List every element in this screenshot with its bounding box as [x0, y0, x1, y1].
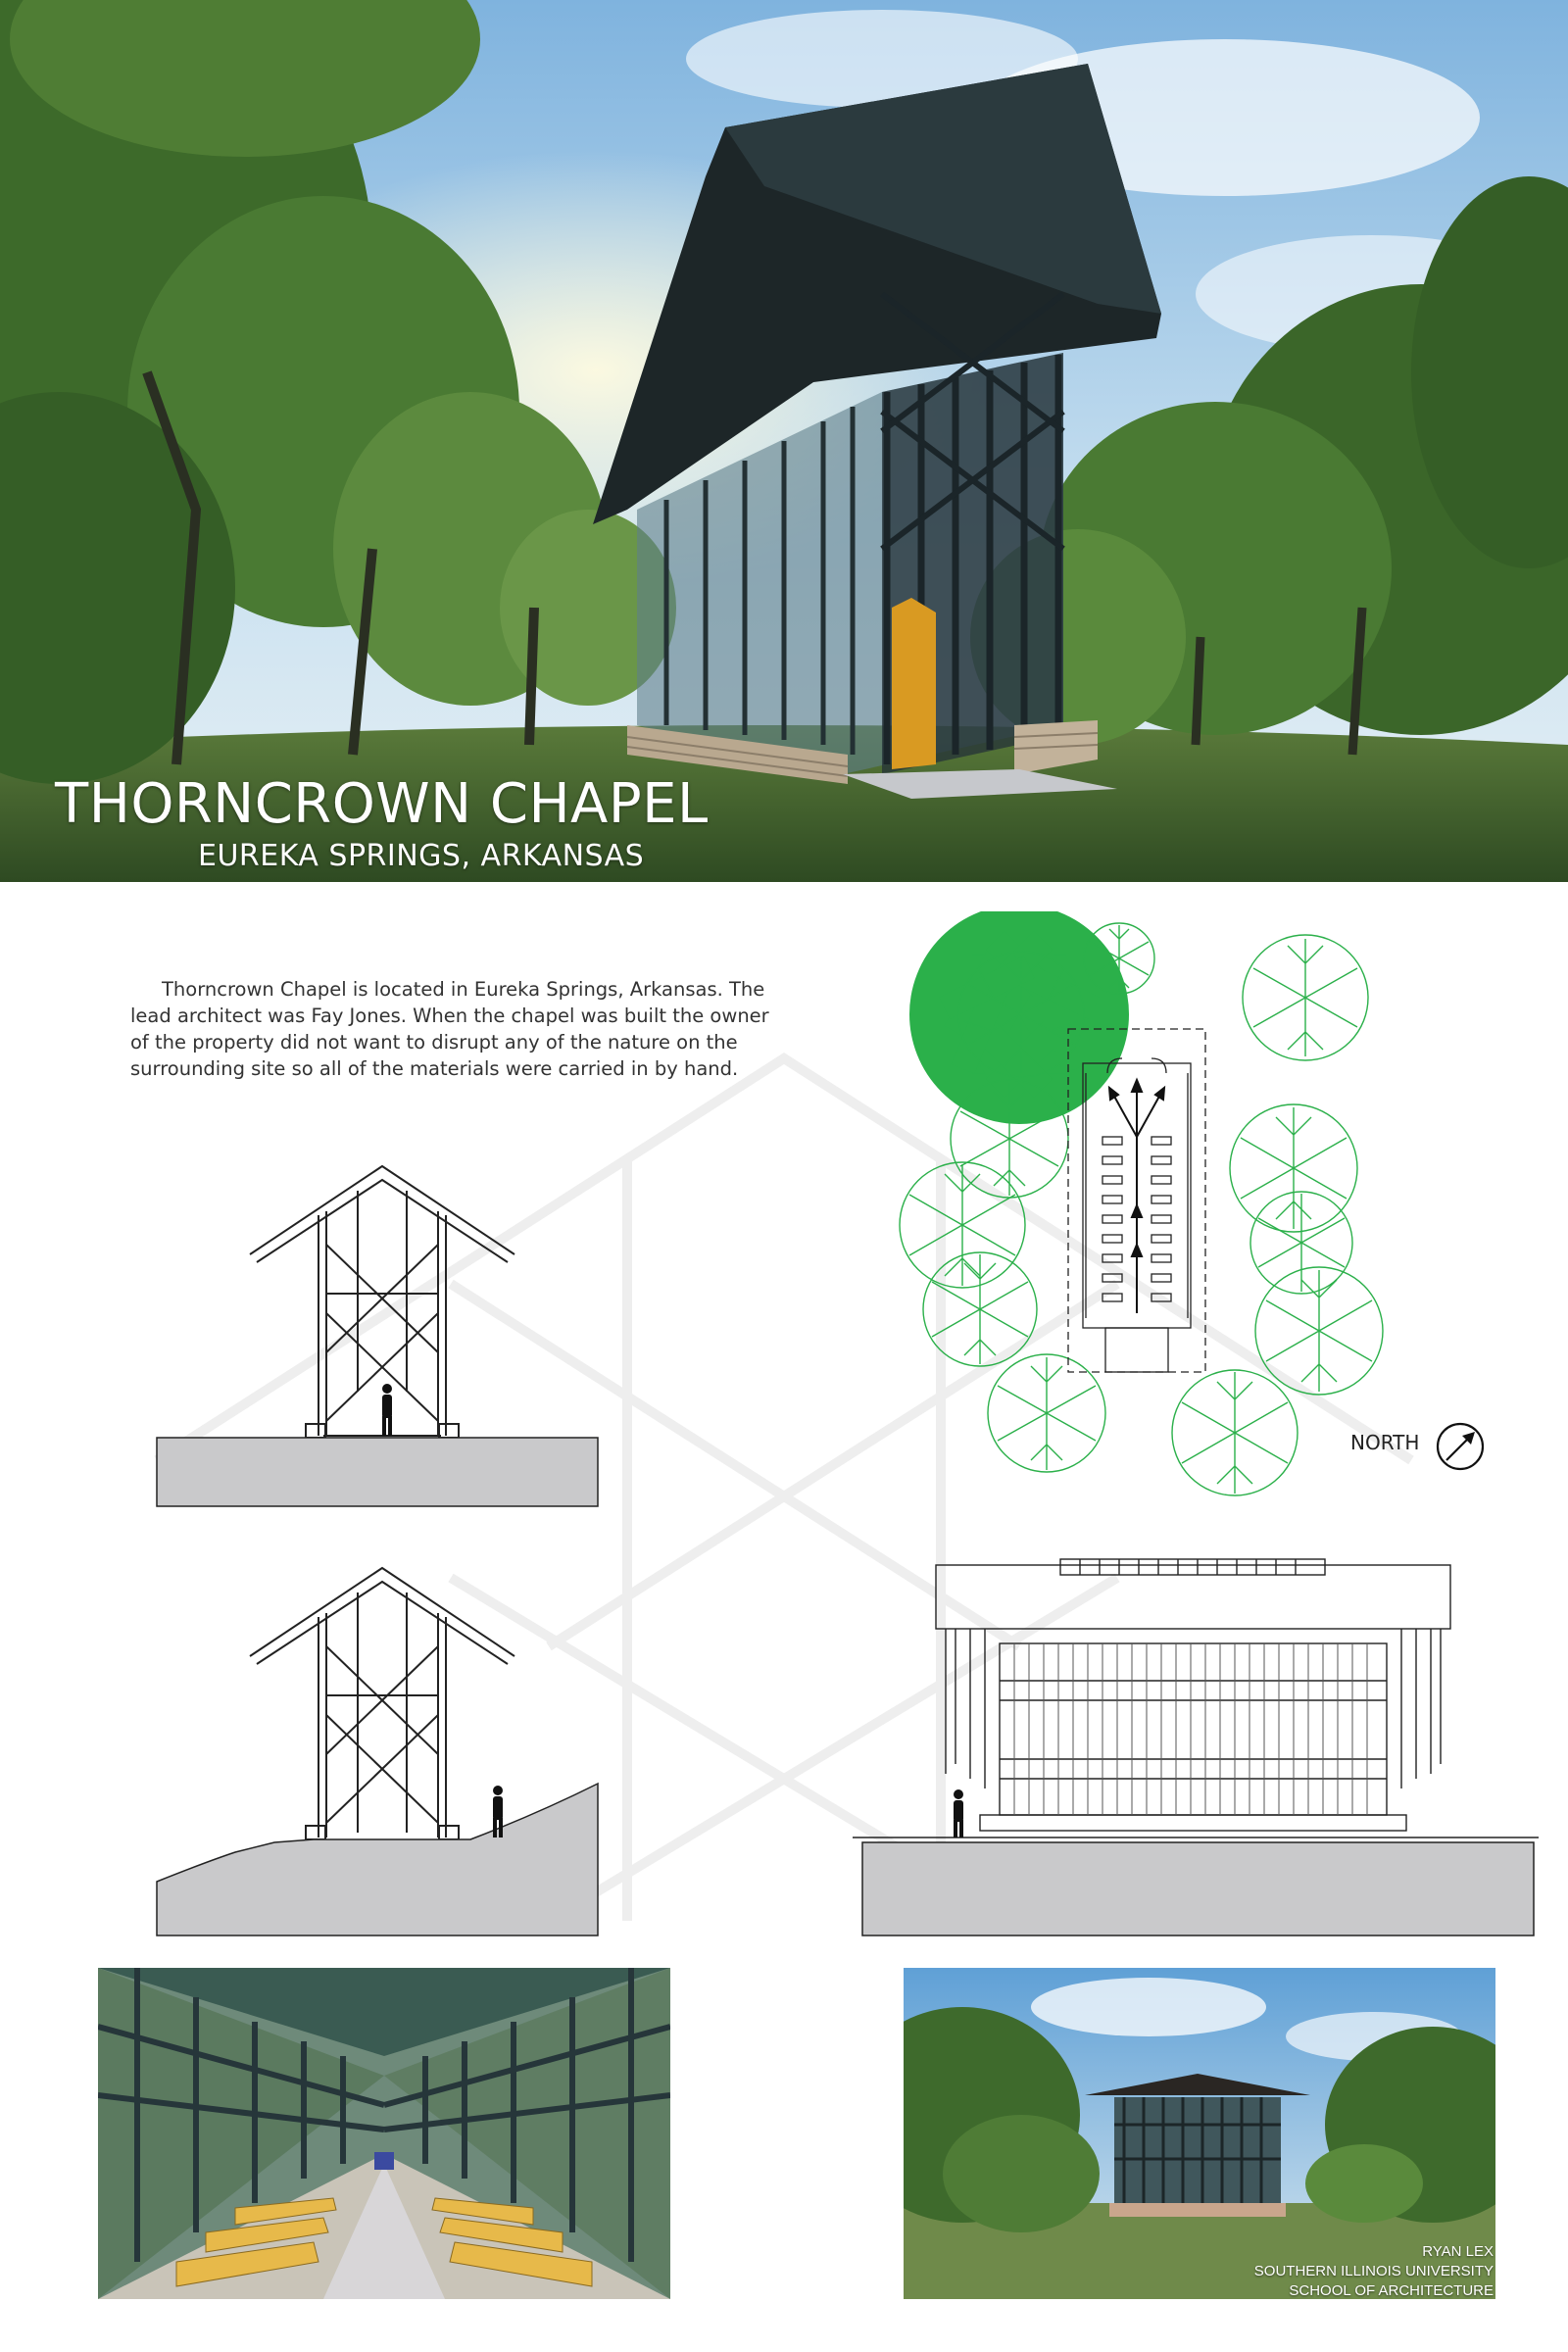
hero-rendering: [0, 0, 1568, 882]
side-elevation: [853, 1553, 1539, 1945]
person-silhouette-icon: [954, 1789, 963, 1838]
tree-plan-icon: [1172, 1370, 1298, 1495]
site-plan: [882, 911, 1392, 1529]
ground-block: [862, 1842, 1534, 1936]
chapel-exterior-render: [0, 0, 1568, 882]
tree-plan-icon: [951, 1080, 1068, 1198]
cross-section-flat: [147, 1147, 617, 1519]
sloped-ground: [157, 1784, 598, 1936]
tree-plan-icon: [923, 1252, 1037, 1366]
credit-author: RYAN LEX: [1422, 2243, 1494, 2260]
tree-plan-icon: [988, 1354, 1105, 1472]
interior-render: [98, 1968, 670, 2299]
tree-plan-icon: [1255, 1267, 1383, 1395]
credits-block: [1254, 2242, 1494, 2301]
credit-school: SCHOOL OF ARCHITECTURE: [1289, 2282, 1494, 2299]
tree-plan-icon: [1243, 935, 1368, 1060]
cross-section-slope: [147, 1558, 617, 1950]
tree-plan-icon: [1250, 1192, 1352, 1294]
poster-title: THORNCROWN CHAPEL: [55, 772, 709, 836]
credit-university: SOUTHERN ILLINOIS UNIVERSITY: [1253, 2263, 1494, 2279]
description-paragraph: Thorncrown Chapel is located in Eureka Springs, Arkansas. The lead architect was Fay Jones. When the chapel was built the owner of the property did not want to disrupt any of the nature on the surrounding site so all of the materials were carried in by hand.: [130, 978, 769, 1080]
north-arrow-icon: [1435, 1421, 1486, 1472]
tree-plan-icon: [900, 1162, 1025, 1288]
north-label: NORTH: [1350, 1431, 1420, 1454]
poster-subtitle: EUREKA SPRINGS, ARKANSAS: [198, 839, 645, 873]
ground-block: [157, 1438, 598, 1506]
person-silhouette-icon: [382, 1384, 392, 1436]
tree-plan-icon: [1230, 1104, 1357, 1232]
